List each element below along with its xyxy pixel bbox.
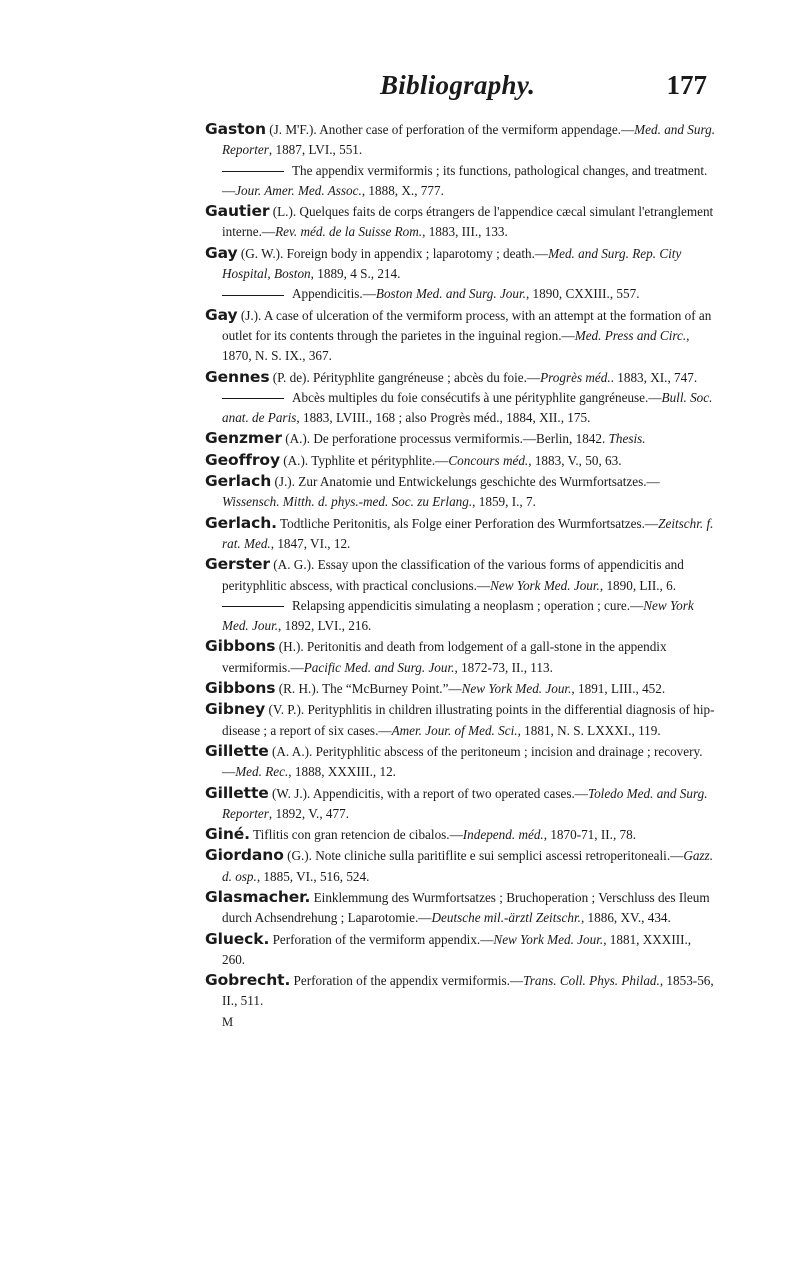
entry-citation: , 1892, V., 477. [268,805,350,821]
entry-details: Todtliche Peritonitis, als Folge einer Perforation des Wurmfortsatzes.— [276,515,659,531]
entry-source: Jour. Amer. Med. Assoc. [235,182,362,198]
entry-citation: , 1881, N. S. LXXXI., 119. [517,722,661,738]
entry-source: Zeitschr. f. rat. Med. [222,515,714,551]
entry-author: Gerster [205,555,270,574]
entry-details: Tiflitis con gran retencion de cibalos.— [249,827,463,843]
bibliography-entry [205,513,715,555]
bibliography-entry [205,428,715,449]
signature-mark: M [222,1014,234,1029]
bibliography-entry [205,119,715,161]
entry-citation: , 1883, III., 133. [422,224,508,240]
entry-source: Med. Rec. [235,764,289,780]
entry-author: Glueck. [205,929,270,948]
entry-source: Med. and Surg. Rep. City Hospital, Boston [222,245,682,282]
entry-source: Boston Med. and Surg. Jour. [375,286,526,302]
entry-citation: , 1888, XXXIII., 12. [288,764,396,780]
entry-citation: , 1892, LVI., 216. [278,618,372,634]
entry-author: Giordano [205,846,284,865]
entry-author: Genzmer [205,429,282,448]
entry-citation: , 1853-56, II., 511. [222,973,714,1009]
page-number: 177 [666,70,707,100]
entry-details: (A. A.). Perityphlitic abscess of the peritoneum ; incision and drainage ; recovery.— [222,743,703,780]
entry-author: Giné. [205,825,250,844]
ditto-dash [222,398,284,399]
entry-source: Amer. Jour. of Med. Sci. [391,722,518,738]
bibliography-entry [205,741,715,783]
bibliography-entry [205,450,715,471]
entry-details: (A.). Typhlite et pérityphlite.— [279,452,449,468]
entry-source: Med. Press and Circ. [574,327,687,343]
bibliography-entry-continuation [205,596,715,637]
entry-citation: , 1881, XXXIII., 260. [222,931,692,967]
entry-source: New York Med. Jour. [490,577,600,593]
bibliography-entry-continuation [205,161,715,202]
entry-source: Gazz. d. osp. [222,848,713,884]
entry-source: Progrès méd. [540,369,611,385]
entry-source: Concours méd. [448,452,529,468]
entry-author: Gillette [205,741,269,760]
entry-citation: , 1890, LII., 6. [599,577,677,593]
entry-details: Einklemmung des Wurmfortsatzes ; Bruchoperation ; Verschluss des Ileum durch Achsendrehung ; Laparotomie.— [222,889,710,926]
entry-source: Pacific Med. and Surg. Jour. [303,659,455,675]
entry-citation: . 1883, XI., 747. [610,369,698,385]
ditto-dash [222,171,284,172]
entry-author: Gennes [205,367,270,386]
entry-source: Toledo Med. and Surg. Reporter [222,785,708,821]
entry-author: Gautier [205,202,270,221]
bibliography-entry-continuation [205,284,715,304]
bibliography-entry [205,824,715,845]
entry-details: (J. M'F.). Another case of perforation of the vermiform appendage.— [265,122,635,137]
entry-author: Gaston [205,120,266,138]
entry-citation: , 1883, V., 50, 63. [528,452,622,468]
entry-author: Glasmacher. [205,887,311,906]
entry-citation: , 1859, I., 7. [472,494,536,510]
entry-details: (G.). Note cliniche sulla paritiflite e sui semplici ascessi retroperitoneali.— [283,848,684,864]
entry-author: Gerlach. [205,513,277,532]
bibliography-entry [205,471,715,513]
entry-details: (G. W.). Foreign body in appendix ; laparotomy ; death.— [237,245,549,261]
entry-citation: , 1888, X., 777. [361,182,444,198]
bibliography-entry-continuation [205,388,715,429]
entry-source: Med. and Surg. Reporter [222,122,715,158]
entry-source: Rev. méd. de la Suisse Rom. [275,224,423,240]
entry-source: Trans. Coll. Phys. Philad. [523,973,660,989]
ditto-dash [222,295,284,296]
entry-details: (H.). Peritonitis and death from lodgement of a gall-stone in the appendix vermiformis.— [222,639,667,675]
entry-details: (P. de). Pérityphlite gangréneuse ; abcès du foie.— [269,369,541,385]
entry-source: Bull. Soc. anat. de Paris [222,389,713,426]
entry-details: Relapsing appendicitis simulating a neoplasm ; operation ; cure.— [292,597,644,613]
entry-details: Abcès multiples du foie consécutifs à une pérityphlite gangréneuse.— [292,389,662,405]
entry-citation: , 1872-73, II., 113. [454,659,553,675]
bibliography-entry [205,636,715,678]
ditto-dash [222,606,284,607]
entry-source: Wissensch. Mitth. d. phys.-med. Soc. zu Erlang. [222,494,473,510]
entry-author: Geoffroy [205,450,280,469]
entry-author: Gay [205,243,238,262]
bibliography-entry [205,305,715,367]
bibliography-list [205,119,715,1032]
entry-author: Gobrecht. [205,971,291,990]
entry-citation: , 1883, LVIII., 168 ; also Progrès méd., 1884, XII., 175. [296,410,591,426]
bibliography-entry [205,887,715,929]
entry-citation: , 1885, VI., 516, 524. [256,868,370,884]
entry-author: Gibbons [205,637,276,656]
entry-details: (V. P.). Perityphlitis in children illustrating points in the differential diagnosis of hip-disease ; a report of six cases.— [222,702,715,738]
entry-details: (J.). A case of ulceration of the vermiform process, with an attempt at the formation of an outlet for its contents through the parietes in the inguinal region.— [222,307,712,343]
bibliography-entry [205,970,715,1012]
entry-details: (L.). Quelques faits de corps étrangers de l'appendice cæcal simulant l'etranglement interne.— [222,204,714,240]
bibliography-entry [205,367,715,388]
entry-author: Gibbons [205,679,276,698]
bibliography-entry [205,783,715,825]
entry-citation: , 1889, 4 S., 214. [310,266,401,282]
entry-citation: , 1886, XV., 434. [580,910,671,926]
entry-author: Gibney [205,700,266,719]
entry-author: Gay [205,305,238,324]
bibliography-entry [205,929,715,971]
bibliography-entry [205,554,715,596]
entry-details: (W. J.). Appendicitis, with a report of two operated cases.— [268,785,588,801]
entry-author: Gerlach [205,472,272,491]
entry-citation: , 1891, LIII., 452. [571,681,666,697]
entry-source: Deutsche mil.-ärztl Zeitschr. [431,910,581,926]
entry-citation: , 1887, LVI., 551. [268,142,363,158]
bibliography-entry [205,243,715,285]
bibliography-entry [205,699,715,741]
running-title: Bibliography. [380,70,536,100]
entry-details: Appendicitis.— [292,286,376,302]
entry-source: New York Med. Jour. [222,597,694,634]
entry-source: Thesis. [608,431,646,447]
entry-details: (R. H.). The “McBurney Point.”— [275,681,462,697]
entry-details: The appendix vermiformis ; its functions, pathological changes, and treatment.— [222,162,708,198]
bibliography-entry [205,678,715,699]
entry-author: Gillette [205,783,269,802]
entry-details: Perforation of the vermiform appendix.— [269,931,494,947]
entry-source: New York Med. Jour. [493,931,604,947]
entry-details: (A. G.). Essay upon the classification of the various forms of appendicitis and perityphlitic abscess, with practical conclusions.— [222,557,684,593]
entry-citation: , 1870-71, II., 78. [543,827,637,843]
bibliography-entry [205,201,715,243]
entry-citation: , 1890, CXXIII., 557. [525,286,640,302]
entry-citation: , 1847, VI., 12. [270,535,351,551]
entry-details: (J.). Zur Anatomie und Entwickelungs geschichte des Wurmfortsatzes.— [271,474,660,490]
entry-source: Independ. méd. [462,827,544,843]
bibliography-entry [205,845,715,887]
entry-source: New York Med. Jour. [461,681,572,697]
entry-details: (A.). De perforatione processus vermiformis.—Berlin, 1842. [281,431,609,447]
entry-citation: , 1870, N. S. IX., 367. [222,327,690,364]
running-head [0,70,800,110]
entry-details: Perforation of the appendix vermiformis.— [290,973,524,989]
